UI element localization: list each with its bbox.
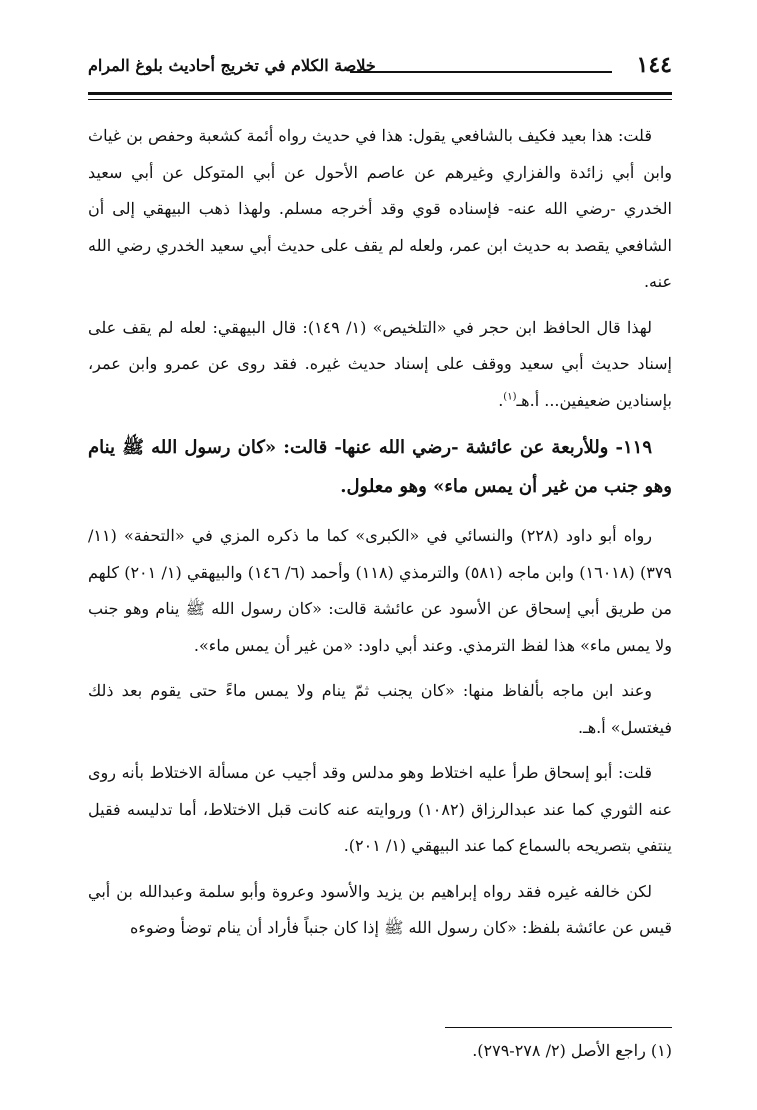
footnote-ref-1[interactable]: (١) [503,391,517,403]
header-rule-thick [88,92,672,95]
footnote-separator [445,1027,672,1028]
paragraph-2-text: لهذا قال الحافظ ابن حجر في «التلخيص» (١/ ١٤٩): قال البيهقي: لعله لم يقف على إسناد حديث أبي سعيد ووقف على إسناد حديث غيره. فقد روى عن عمرو وابن عمر، بإسنادين ضعيفين... أ.هـ [88,317,672,410]
page-header [88,52,672,86]
paragraph-2 [88,310,672,420]
hadith-119: ١١٩- وللأربعة عن عائشة -رضي الله عنها- قالت: «كان رسول الله ﷺ ينام وهو جنب من غير أن يمس ماء» وهو معلول. [88,437,672,497]
running-title: خلاصة الكلام في تخريج أحاديث بلوغ المرام [88,56,376,75]
main-text [88,118,672,947]
paragraph-2-end: . [498,390,504,410]
paragraph-3: رواه أبو داود (٢٢٨) والنسائي في «الكبرى» كما ما ذكره المزي في «التحفة» (١١/ ٣٧٩) (١٦٠١٨) وابن ماجه (٥٨١) والترمذي (١١٨) وأحمد (٦/ ١٤٦) والبيهقي (١/ ٢٠١) كلهم من طريق أبي إسحاق عن الأسود عن عائشة قالت: «كان رسول الله ﷺ ينام وهو جنب ولا يمس ماء» هذا لفظ الترمذي. وعند أبي داود: «من غير أن يمس ماء». [88,526,672,655]
header-dash-line [350,71,612,73]
paragraph-1: قلت: هذا بعيد فكيف بالشافعي يقول: هذا في حديث رواه أئمة كشعبة وحفص بن غياث وابن أبي زائدة والفزاري وغيرهم عن عاصم الأحول عن أبي المتوكل عن أبي سعيد الخدري -رضي الله عنه- فإسناده قوي وقد أخرجه مسلم. ولهذا ذهب البيهقي إلى أن الشافعي يقصد به حديث ابن عمر، ولعله لم يقف على حديث أبي سعيد الخدري رضي الله عنه. [88,126,672,291]
paragraph-4: وعند ابن ماجه بألفاظ منها: «كان يجنب ثمّ ينام ولا يمس ماءً حتى يقوم بعد ذلك فيغتسل» أ.هـ. [88,681,672,737]
paragraph-6: لكن خالفه غيره فقد رواه إبراهيم بن يزيد والأسود وعروة وأبو سلمة وعبدالله بن أبي قيس عن عائشة بلفظ: «كان رسول الله ﷺ إذا كان جنباً فأراد أن ينام توضأ وضوءه [88,881,672,937]
footnote-1: (١) راجع الأصل (٢/ ٢٧٨-٢٧٩). [472,1041,672,1060]
paragraph-5: قلت: أبو إسحاق طرأ عليه اختلاط وهو مدلس وقد أجيب عن مسألة الاختلاط بأنه روى عنه الثوري كما عند عبدالرزاق (١٠٨٢) وروايته عنه كانت قبل الاختلاط، أما تدليسه فقيل ينتفي بتصريحه بالسماع كما عند البيهقي (١/ ٢٠١). [88,763,672,855]
header-rule-thin [88,99,672,100]
page-number: ١٤٤ [636,52,672,78]
